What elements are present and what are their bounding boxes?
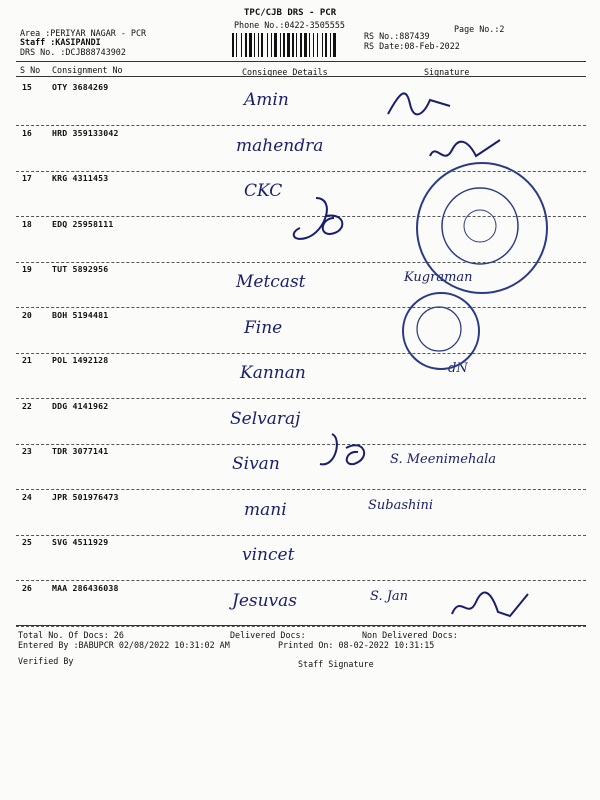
column-sno: S No xyxy=(20,65,41,75)
barcode-bar xyxy=(317,33,318,57)
phone-number: Phone No.:0422-3505555 xyxy=(234,20,345,30)
row-sno: 20 xyxy=(22,309,32,320)
row-consignment: POL 1492128 xyxy=(52,355,109,365)
row-consignee-name: Kannan xyxy=(240,363,306,383)
page-number: Page No.:2 xyxy=(454,24,505,34)
barcode-bar xyxy=(304,33,307,57)
barcode-bar xyxy=(287,33,290,57)
company-seal xyxy=(416,162,548,294)
verified-by: Verified By xyxy=(18,656,74,666)
barcode-bar xyxy=(254,33,255,57)
row-consignee-name: Sivan xyxy=(232,454,280,474)
non-delivered-docs: Non Delivered Docs: xyxy=(362,630,458,640)
row-consignee-name: mahendra xyxy=(236,135,324,156)
row-consignment: DDG 4141962 xyxy=(52,400,109,411)
barcode-bar xyxy=(325,33,327,57)
row-consignment: MAA 286436038 xyxy=(52,582,119,593)
barcode-bar xyxy=(232,33,234,57)
row-signature: S. Meenimehala xyxy=(390,452,496,467)
rs-number: RS No.:887439 xyxy=(364,31,430,41)
barcode-bar xyxy=(271,33,272,57)
row-consignment: EDQ 25958111 xyxy=(52,218,114,229)
row-sno: 23 xyxy=(22,446,32,456)
row-consignment: BOH 5194481 xyxy=(52,309,109,320)
header-rule xyxy=(16,61,586,62)
row-consignee-name: mani xyxy=(244,499,287,520)
row-divider xyxy=(16,444,586,445)
row-consignment: TUT 5892956 xyxy=(52,264,109,274)
delivered-docs: Delivered Docs: xyxy=(230,630,306,640)
barcode-bar xyxy=(249,33,252,57)
row-sno: 21 xyxy=(22,355,32,365)
row-consignee-name: Metcast xyxy=(236,272,306,292)
row-signature: S. Jan xyxy=(370,588,409,604)
row-sno: 26 xyxy=(22,582,32,593)
row-consignment: KRG 4311453 xyxy=(52,173,109,183)
column-signature: Signature xyxy=(424,67,470,77)
printed-on: Printed On: 08-02-2022 10:31:15 xyxy=(278,640,435,650)
barcode-bar xyxy=(261,33,263,57)
row-consignment: JPR 501976473 xyxy=(52,491,119,502)
row-divider xyxy=(16,580,586,581)
row-divider xyxy=(16,353,586,354)
barcode-bar xyxy=(309,33,310,57)
row-consignment: SVG 4511929 xyxy=(52,537,109,547)
barcode-bar xyxy=(267,33,268,57)
barcode-bar xyxy=(296,33,297,57)
row-sno: 18 xyxy=(22,218,32,229)
row-consignee-name: CKC xyxy=(244,181,283,201)
row-sno: 19 xyxy=(22,264,32,274)
signature-mark-row15 xyxy=(380,84,460,126)
footer-rule xyxy=(16,625,586,626)
column-consignment: Consignment No xyxy=(52,65,123,75)
row-sno: 17 xyxy=(22,173,32,183)
signature-mark-row26 xyxy=(446,590,536,624)
barcode-bar xyxy=(292,33,294,57)
header-rule-bottom xyxy=(16,76,586,77)
initial-mark-row23 xyxy=(312,428,382,478)
row-consignee-name: Selvaraj xyxy=(230,408,301,429)
barcode-bar xyxy=(322,33,323,57)
barcode-bar xyxy=(313,33,314,57)
barcode xyxy=(232,33,356,57)
row-divider xyxy=(16,535,586,536)
row-sno: 24 xyxy=(22,491,32,502)
barcode-bar xyxy=(236,33,237,57)
row-divider xyxy=(16,398,586,399)
barcode-bar xyxy=(333,33,336,57)
row-divider xyxy=(16,489,586,490)
row-sno: 22 xyxy=(22,400,32,411)
row-sno: 25 xyxy=(22,537,32,547)
row-consignment: TDR 3077141 xyxy=(52,446,109,456)
barcode-bar xyxy=(300,33,302,57)
column-consignee: Consignee Details xyxy=(242,67,328,77)
signature-mark-row16 xyxy=(420,136,510,172)
row-signature: Subashini xyxy=(368,497,434,513)
barcode-bar xyxy=(258,33,259,57)
row-consignee-name: vincet xyxy=(242,545,295,565)
barcode-bar xyxy=(245,33,247,57)
row-consignee-name: Fine xyxy=(244,317,283,338)
row-divider xyxy=(16,125,586,126)
rs-date: RS Date:08-Feb-2022 xyxy=(364,41,460,51)
row-signature: Kugraman xyxy=(404,270,473,285)
staff-signature: Staff Signature xyxy=(298,659,374,669)
row-sno: 16 xyxy=(22,127,32,138)
entered-by: Entered By :BABUPCR 02/08/2022 10:31:02 AM xyxy=(18,640,230,650)
document-title: TPC/CJB DRS - PCR xyxy=(244,8,337,18)
initial-mark-row17 xyxy=(286,192,356,252)
barcode-bar xyxy=(283,33,285,57)
row-consignee-name: Amin xyxy=(244,90,289,110)
total-docs: Total No. Of Docs: 26 xyxy=(18,630,124,640)
row-sno: 15 xyxy=(22,82,32,92)
barcode-bar xyxy=(241,33,242,57)
row-signature: dN xyxy=(448,361,468,376)
barcode-bar xyxy=(280,33,281,57)
row-divider xyxy=(16,307,586,308)
barcode-bar xyxy=(330,33,331,57)
row-consignment: OTY 3684269 xyxy=(52,82,109,92)
barcode-bar xyxy=(274,33,277,57)
row-consignee-name: Jesuvas xyxy=(232,590,298,611)
drs-number: DRS No. :DCJB88743902 xyxy=(20,47,126,57)
staff-label: Staff :KASIPANDI xyxy=(20,37,101,47)
product-seal xyxy=(402,292,480,370)
row-consignment: HRD 359133042 xyxy=(52,127,119,138)
area-label: Area :PERIYAR NAGAR - PCR xyxy=(20,28,147,38)
